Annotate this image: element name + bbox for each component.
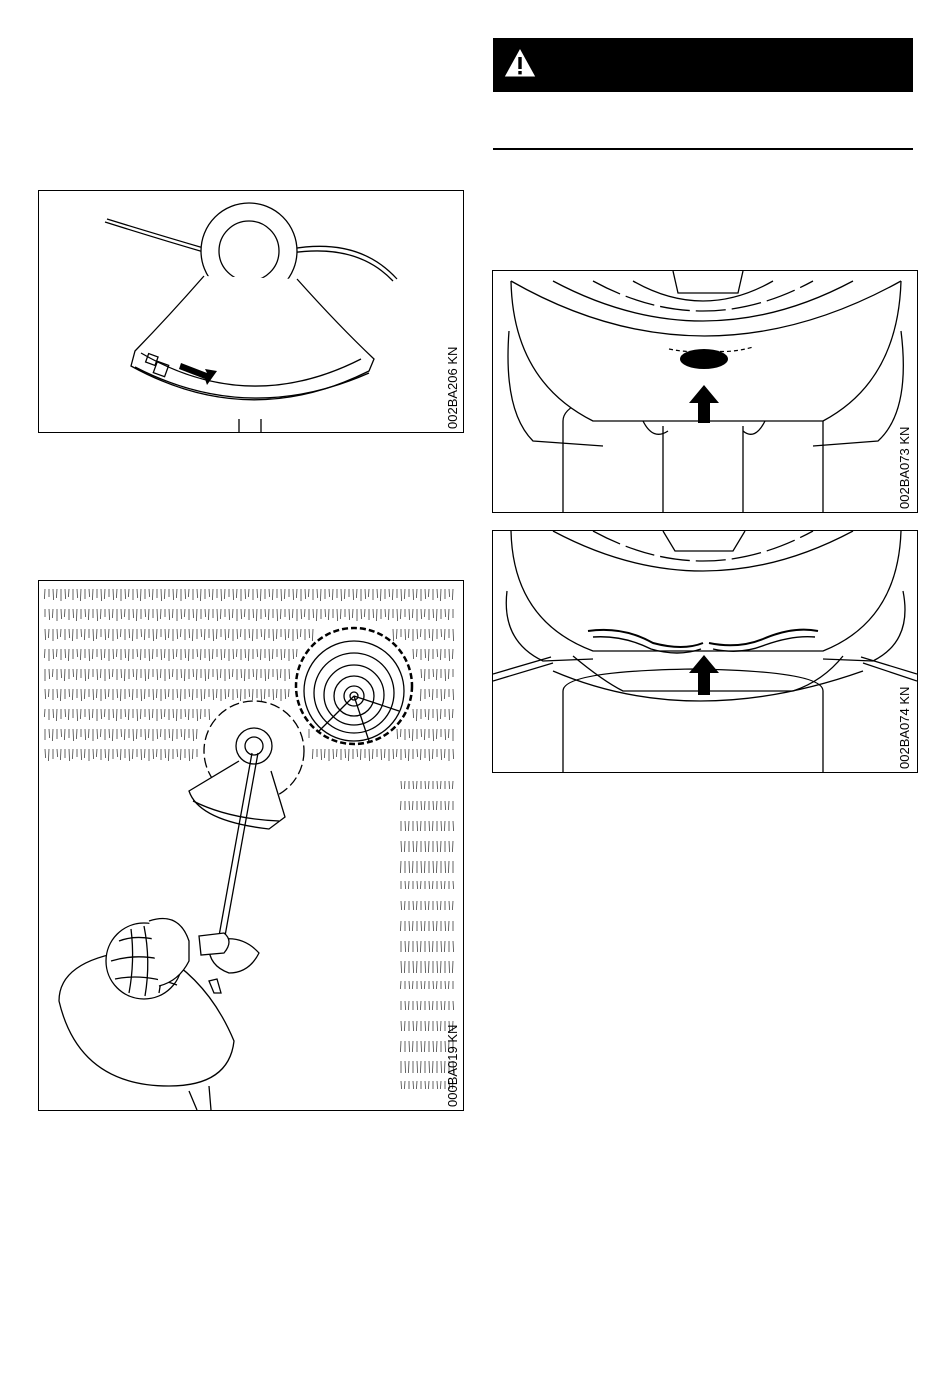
mowing-operator-illustration: [39, 581, 463, 1110]
spool-worn-cracks-illustration: [493, 531, 917, 772]
figure-spool-worn-hole: [492, 270, 918, 513]
section-divider: [493, 148, 913, 150]
warning-banner: [493, 38, 913, 92]
line-limiter-illustration: [39, 191, 463, 432]
figure-code: 000BA019 KN: [445, 1024, 460, 1107]
figure-line-limiter: [38, 190, 464, 433]
figure-spool-worn-cracks: [492, 530, 918, 773]
figure-mowing-operator: [38, 580, 464, 1111]
figure-code: 002BA073 KN: [897, 426, 912, 509]
warning-triangle-icon: [501, 44, 539, 82]
figure-code: 002BA074 KN: [897, 686, 912, 769]
figure-code: 002BA206 KN: [445, 346, 460, 429]
spool-worn-hole-illustration: [493, 271, 917, 512]
